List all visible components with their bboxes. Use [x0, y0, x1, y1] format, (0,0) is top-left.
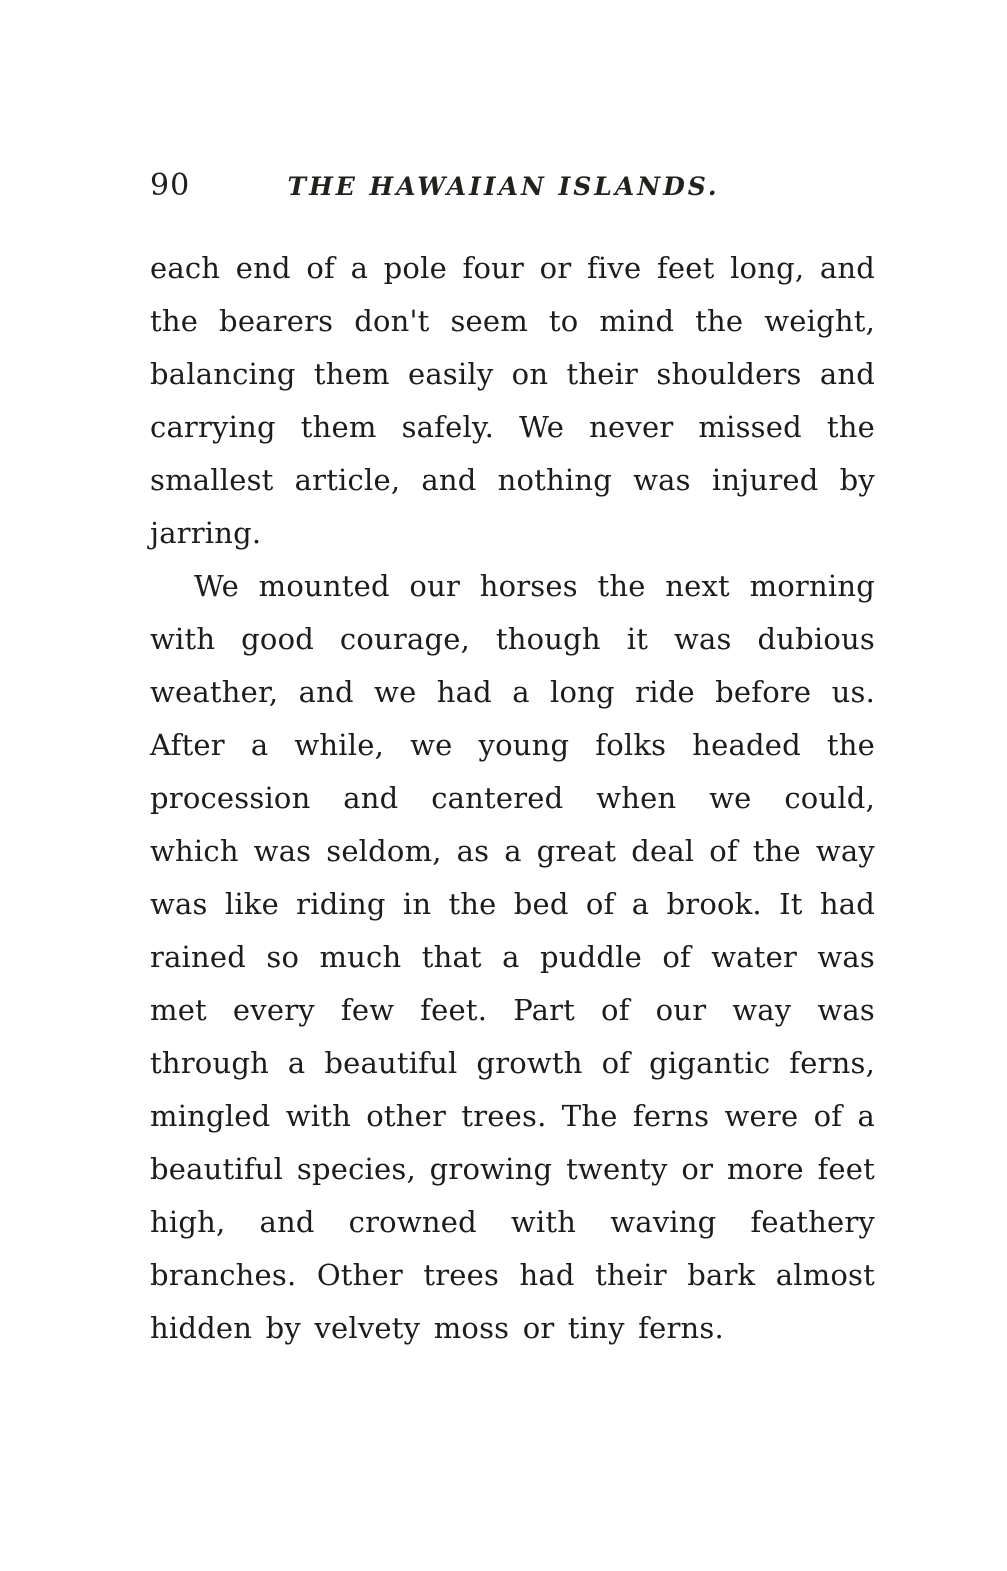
page-header — [150, 168, 877, 203]
paragraph-2: We mounted our horses the next morning with good courage, though it was dubious weather, and we had a long ride before us. After a while, we young folks headed the procession and cantered when we could, which was seldom, as a great deal of the way was like riding in the bed of a brook. It had rained so much that a puddle of water was met every few feet. Part of our way was through a beautiful growth of gigantic ferns, mingled with other trees. The ferns were of a beautiful species, growing twenty or more feet high, and crowned with waving feathery branches. Other trees had their bark almost hidden by velvety moss or tiny ferns. — [150, 569, 875, 1345]
page-number: 90 — [150, 168, 191, 203]
paragraph-1: each end of a pole four or five feet long, and the bearers don't seem to mind the weight, balancing them easily on their shoulders and carrying them safely. We never missed the smallest article, and nothing was injured by jarring. — [150, 251, 875, 550]
running-title: THE HAWAIIAN ISLANDS. — [287, 172, 720, 201]
body-text — [150, 242, 875, 1355]
